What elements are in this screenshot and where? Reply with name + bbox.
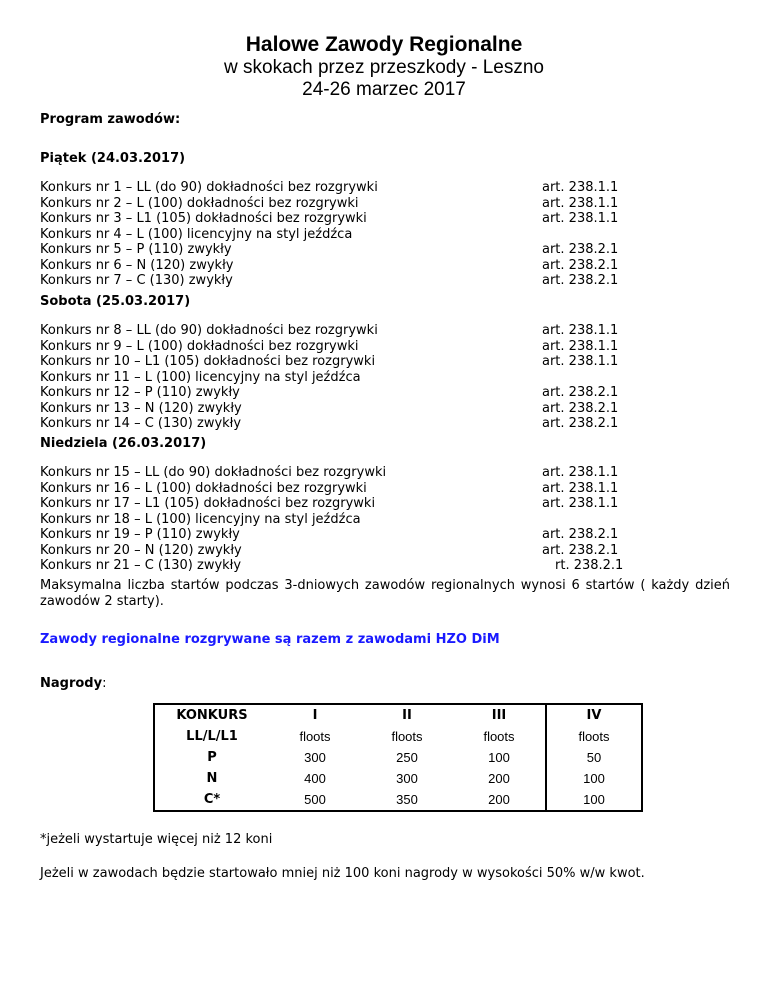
competition-line: Konkurs nr 7 – C (130) zwykły [40, 273, 233, 288]
competition-line: Konkurs nr 5 – P (110) zwykły [40, 242, 232, 257]
prize-cell: N [206, 771, 218, 786]
prize-cell: floots [391, 729, 423, 744]
prize-table [153, 703, 643, 812]
saturday-articles [542, 323, 618, 432]
prize-table-row [154, 747, 642, 768]
competition-line: Konkurs nr 13 – N (120) zwykły [40, 400, 242, 416]
prize-header-cell: KONKURS [176, 708, 248, 723]
sunday-articles [542, 465, 623, 574]
article-ref: art. 238.1.1 [542, 195, 619, 211]
competition-line: Konkurs nr 2 – L (100) dokładności bez rozgrywki [40, 195, 359, 211]
competition-line: Konkurs nr 8 – LL (do 90) dokładności bez rozgrywki [40, 323, 378, 338]
competition-line: Konkurs nr 21 – C (130) zwykły [40, 558, 242, 573]
prize-table-row [154, 789, 642, 811]
prize-cell: floots [483, 729, 515, 744]
article-ref [542, 227, 618, 243]
competition-line: Konkurs nr 20 – N (120) zwykły [40, 542, 242, 558]
prize-table-row [154, 768, 642, 789]
prize-cell: 100 [546, 768, 642, 789]
prizes-label-text: Nagrody [40, 676, 103, 691]
article-ref: art. 238.1.1 [542, 338, 619, 354]
prize-header-cell: I [312, 708, 318, 723]
article-ref: art. 238.2.1 [542, 242, 619, 257]
article-ref: art. 238.2.1 [542, 416, 619, 431]
competition-line: Konkurs nr 14 – C (130) zwykły [40, 416, 242, 431]
competition-line: Konkurs nr 19 – P (110) zwykły [40, 527, 240, 542]
prize-cell: P [207, 750, 217, 765]
prize-cell: floots [546, 726, 642, 747]
competition-line: Konkurs nr 6 – N (120) zwykły [40, 257, 234, 273]
prize-cell: 50 [546, 747, 642, 768]
sunday-competitions [40, 465, 386, 574]
prize-cell: floots [299, 729, 331, 744]
prize-cell: 100 [546, 789, 642, 811]
competition-line: Konkurs nr 10 – L1 (105) dokładności bez rozgrywki [40, 354, 376, 369]
competition-line: Konkurs nr 16 – L (100) dokładności bez rozgrywki [40, 480, 367, 496]
saturday-competitions [40, 323, 378, 432]
day-title-saturday: Sobota (25.03.2017) [40, 294, 191, 309]
prize-cell: 250 [396, 750, 418, 765]
competition-line: Konkurs nr 4 – L (100) licencyjny na styl jeźdźca [40, 226, 353, 242]
max-starts-note: Maksymalna liczba startów podczas 3-dniowych zawodów regionalnych wynosi 6 startów ( każdy dzień zawodów 2 starty). [40, 578, 730, 609]
day-title-friday: Piątek (24.03.2017) [40, 151, 186, 166]
prize-cell: 100 [488, 750, 510, 765]
day-title-sunday: Niedziela (26.03.2017) [40, 436, 207, 451]
article-ref: rt. 238.2.1 [555, 558, 624, 573]
competition-line: Konkurs nr 9 – L (100) dokładności bez rozgrywki [40, 338, 359, 354]
footnote: *jeżeli wystartuje więcej niż 12 koni [40, 832, 273, 847]
prize-reduction-note: Jeżeli w zawodach będzie startowało mniej niż 100 koni nagrody w wysokości 50% w/w kwot. [40, 866, 645, 881]
article-ref: art. 238.1.1 [542, 480, 619, 496]
document-title: Halowe Zawody Regionalne [245, 33, 523, 56]
competition-line: Konkurs nr 3 – L1 (105) dokładności bez rozgrywki [40, 211, 367, 226]
prize-cell: 500 [304, 792, 326, 807]
article-ref: art. 238.2.1 [542, 273, 619, 288]
prize-cell: 400 [304, 771, 326, 786]
article-ref: art. 238.1.1 [542, 211, 619, 226]
prize-cell: C* [203, 792, 221, 807]
friday-articles [542, 180, 618, 289]
article-ref [542, 512, 623, 528]
prize-table-header-row [154, 704, 642, 726]
prize-cell: LL/L/L1 [186, 729, 238, 744]
hzo-note: Zawody regionalne rozgrywane są razem z zawodami HZO DiM [40, 632, 500, 647]
prize-header-cell: III [491, 708, 507, 723]
article-ref: art. 238.1.1 [542, 354, 619, 369]
prize-cell: 200 [488, 771, 510, 786]
prize-cell: 200 [488, 792, 510, 807]
article-ref: art. 238.1.1 [542, 323, 619, 338]
article-ref: art. 238.1.1 [542, 496, 619, 511]
competition-line: Konkurs nr 11 – L (100) licencyjny na styl jeźdźca [40, 369, 361, 385]
document-subtitle: w skokach przez przeszkody - Leszno [224, 57, 544, 78]
article-ref: art. 238.2.1 [542, 527, 619, 542]
competition-line: Konkurs nr 15 – LL (do 90) dokładności bez rozgrywki [40, 465, 387, 480]
article-ref: art. 238.2.1 [542, 400, 619, 416]
prizes-label-colon: : [102, 676, 107, 691]
program-label: Program zawodów: [40, 112, 181, 127]
competition-line: Konkurs nr 17 – L1 (105) dokładności bez rozgrywki [40, 496, 376, 511]
prize-table-row [154, 726, 642, 747]
article-ref: art. 238.1.1 [542, 180, 619, 195]
competition-line: Konkurs nr 1 – LL (do 90) dokładności bez rozgrywki [40, 180, 378, 195]
event-dates: 24-26 marzec 2017 [302, 79, 466, 100]
article-ref: art. 238.2.1 [542, 257, 619, 273]
prize-header-cell: IV [546, 704, 642, 726]
prize-cell: 300 [396, 771, 418, 786]
competition-line: Konkurs nr 18 – L (100) licencyjny na styl jeźdźca [40, 511, 361, 527]
article-ref [542, 370, 618, 386]
prizes-label [40, 676, 106, 691]
prize-cell: 350 [396, 792, 418, 807]
prize-header-cell: II [402, 708, 412, 723]
friday-competitions [40, 180, 378, 289]
competition-line: Konkurs nr 12 – P (110) zwykły [40, 385, 240, 400]
prize-cell: 300 [304, 750, 326, 765]
article-ref: art. 238.2.1 [542, 385, 619, 400]
article-ref: art. 238.2.1 [542, 542, 619, 558]
article-ref: art. 238.1.1 [542, 465, 619, 480]
